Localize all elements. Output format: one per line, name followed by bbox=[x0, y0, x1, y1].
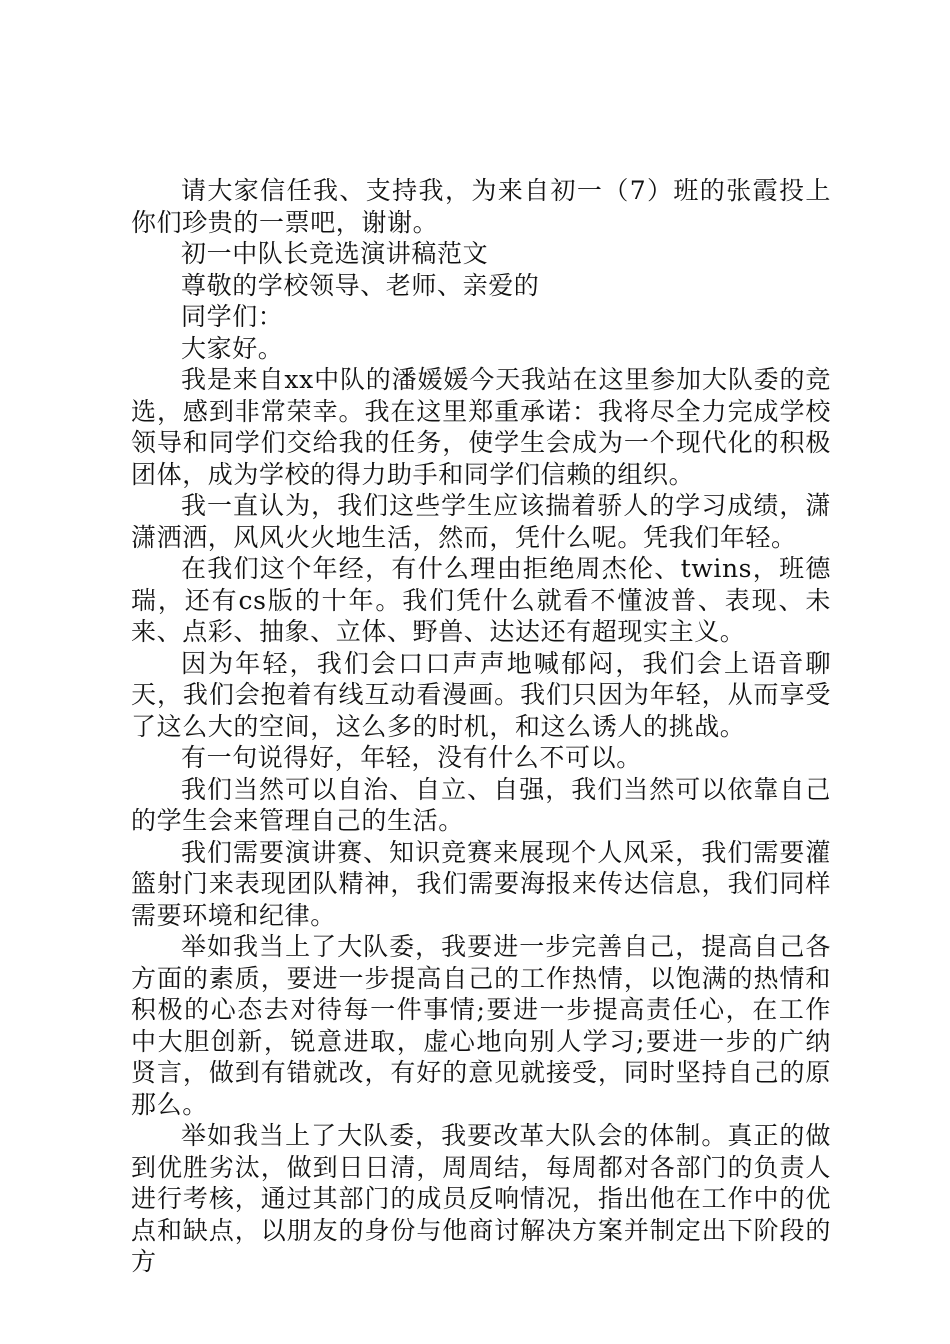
paragraph: 在我们这个年经，有什么理由拒绝周杰伦、twins，班德瑞，还有cs版的十年。我们凭什么就看不懂波普、表现、未来、点彩、抽象、立体、野兽、达达还有超现实主义。 bbox=[131, 554, 831, 646]
paragraph: 初一中队长竞选演讲稿范文 bbox=[181, 239, 489, 268]
paragraph: 请大家信任我、支持我，为来自初一（7）班的张霞投上你们珍贵的一票吧，谢谢。 bbox=[131, 176, 831, 237]
paragraph: 大家好。 bbox=[181, 333, 284, 363]
paragraph: 因为年轻，我们会口口声声地喊郁闷，我们会上语音聊天，我们会抱着有线互动看漫画。我们只因为年轻，从而享受了这么大的空间，这么多的时机，和这么诱人的挑战。 bbox=[131, 648, 831, 741]
paragraph: 我们当然可以自治、自立、自强，我们当然可以依靠自己的学生会来管理自己的生活。 bbox=[131, 774, 831, 835]
paragraph: 我一直认为，我们这些学生应该揣着骄人的学习成绩，潇潇洒洒，风风火火地生活，然而，凭什么呢。凭我们年轻。 bbox=[131, 491, 831, 552]
document-body bbox=[131, 175, 831, 1278]
paragraph: 举如我当上了大队委，我要进一步完善自己，提高自己各方面的素质，要进一步提高自己的工作热情，以饱满的热情和积极的心态去对待每一件事情;要进一步提高责任心，在工作中大胆创新，锐意进取，虚心地向别人学习;要进一步的广纳贤言，做到有错就改，有好的意见就接受，同时坚持自己的原那么。 bbox=[131, 932, 831, 1119]
paragraph: 同学们： bbox=[181, 302, 284, 331]
paragraph: 我是来自xx中队的潘媛媛今天我站在这里参加大队委的竞选，感到非常荣幸。我在这里郑重承诺：我将尽全力完成学校领导和同学们交给我的任务，使学生会成为一个现代化的积极团体，成为学校的得力助手和同学们信赖的组织。 bbox=[131, 365, 831, 489]
paragraph: 举如我当上了大队委，我要改革大队会的体制。真正的做到优胜劣汰，做到日日清，周周结，每周都对各部门的负责人进行考核，通过其部门的成员反响情况，指出他在工作中的优点和缺点，以朋友的身份与他商讨解决方案并制定出下阶段的方 bbox=[131, 1121, 831, 1276]
paragraph: 尊敬的学校领导、老师、亲爱的 bbox=[181, 270, 540, 300]
paragraph: 有一句说得好，年轻，没有什么不可以。 bbox=[181, 743, 642, 772]
paragraph: 我们需要演讲赛、知识竞赛来展现个人风采，我们需要灌篮射门来表现团队精神，我们需要海报来传达信息，我们同样需要环境和纪律。 bbox=[131, 837, 831, 930]
